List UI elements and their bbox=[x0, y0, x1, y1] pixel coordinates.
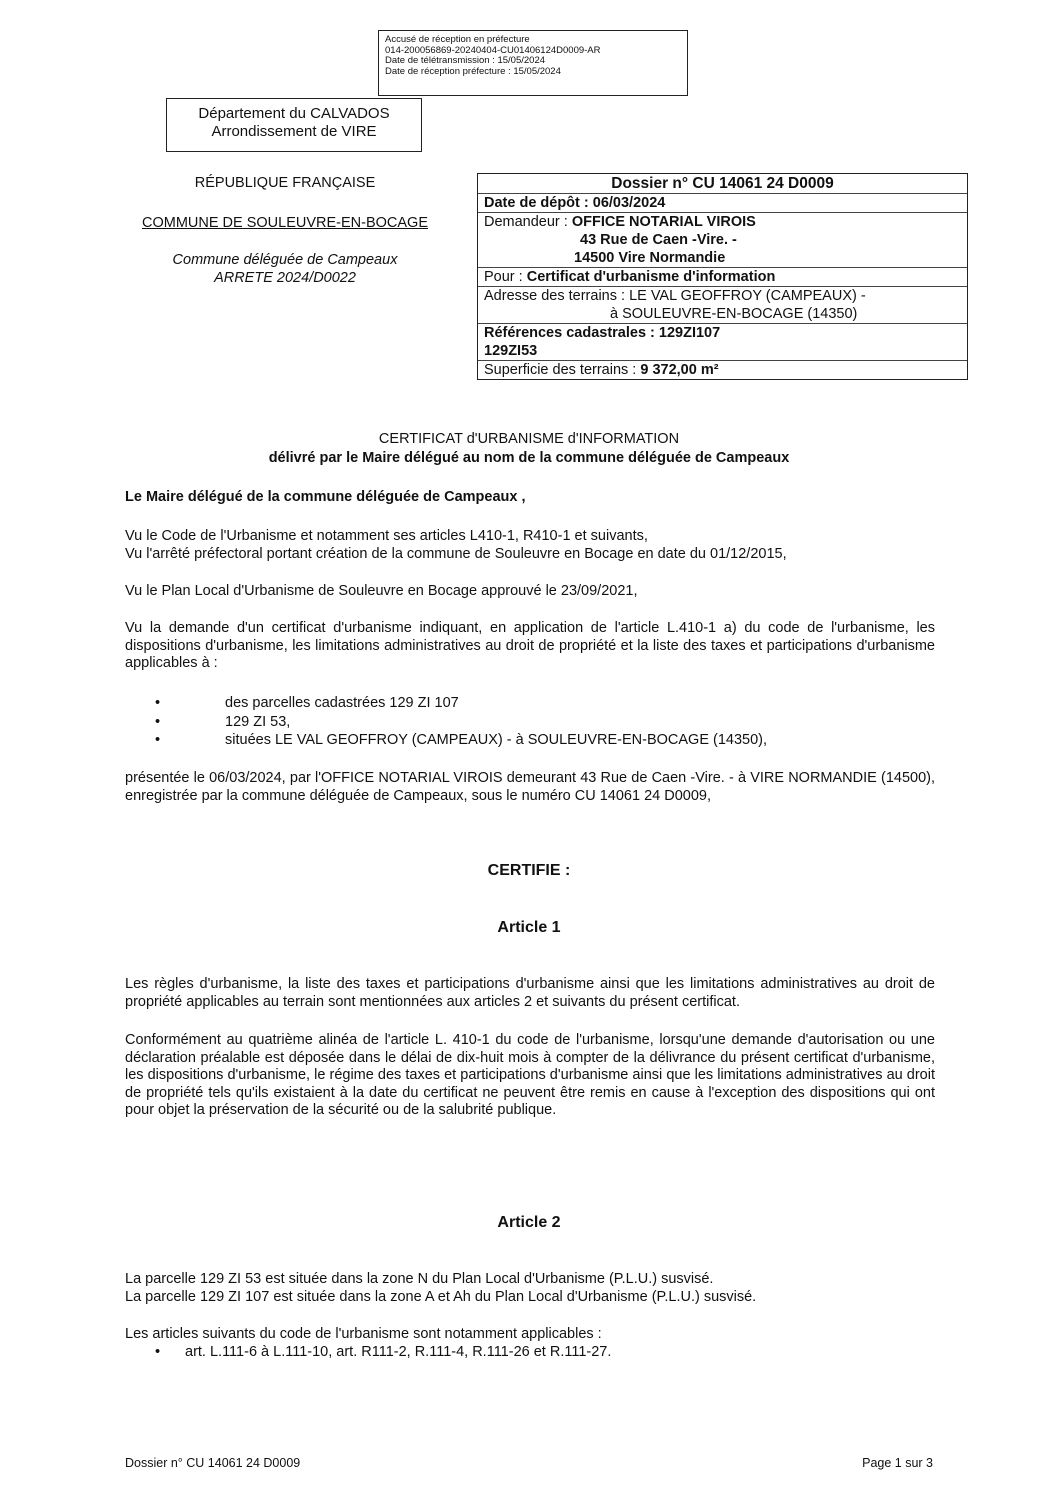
vu-paragraph: Vu le Code de l'Urbanisme et notamment ses articles L410-1, R410-1 et suivants, bbox=[125, 528, 648, 544]
article-1-heading: Article 1 bbox=[497, 919, 561, 936]
cadastral-line: 129ZI53 bbox=[484, 343, 538, 359]
certificate-title: CERTIFICAT d'URBANISME d'INFORMATION bbox=[378, 431, 680, 447]
applicable-articles-list bbox=[155, 1343, 855, 1362]
area-value: 9 372,00 m² bbox=[640, 362, 719, 378]
dossier-number: Dossier n° CU 14061 24 D0009 bbox=[478, 174, 967, 194]
certifie-heading: CERTIFIE : bbox=[487, 862, 571, 879]
certificate-subtitle: délivré par le Maire délégué au nom de la commune déléguée de Campeaux bbox=[268, 450, 790, 466]
area-label: Superficie des terrains : bbox=[484, 362, 641, 378]
bullet-icon: • bbox=[155, 713, 161, 730]
deposit-date bbox=[478, 194, 967, 213]
receipt-line: 014-200056869-20240404-CU01406124D0009-AR bbox=[385, 44, 601, 56]
dossier-info-box bbox=[477, 173, 968, 380]
mayor-line: Le Maire délégué de la commune déléguée de Campeaux , bbox=[125, 489, 526, 505]
vu-paragraph: Vu la demande d'un certificat d'urbanisme indiquant, en application de l'article L.410-1 a) du code de l'urbanisme, les dispositions d'urbanisme, les limitations administratives au droit de propriété et la liste des taxes et participations d'urbanisme applicables à : bbox=[125, 620, 935, 671]
delegated-commune: Commune déléguée de Campeaux bbox=[172, 252, 398, 268]
address-block bbox=[478, 287, 967, 324]
applicant-label: Demandeur : bbox=[484, 214, 572, 230]
republic-heading: RÉPUBLIQUE FRANÇAISE bbox=[194, 175, 376, 191]
list-item bbox=[155, 731, 855, 750]
zone-line: La parcelle 129 ZI 53 est située dans la zone N du Plan Local d'Urbanisme (P.L.U.) susvisé. bbox=[125, 1271, 714, 1287]
article-1-paragraph: Conformément au quatrième alinéa de l'article L. 410-1 du code de l'urbanisme, lorsqu'une demande d'autorisation ou une déclaration préalable est déposée dans le délai de dix-huit mois à compter de la délivrance du présent certificat d'urbanisme, les dispositions d'urbanisme, le régime des taxes et participations d'urbanisme ainsi que les limitations administratives au droit de propriété tels qu'ils existaient à la date du certificat ne peuvent être remis en cause à l'exception des dispositions qui ont pour objet la préservation de la sécurité ou de la salubrité publique. bbox=[125, 1032, 935, 1118]
zone-line: La parcelle 129 ZI 107 est située dans la zone A et Ah du Plan Local d'Urbanisme (P.L.U.) susvisé. bbox=[125, 1289, 757, 1305]
department-name: Département du CALVADOS bbox=[198, 105, 390, 122]
footer-dossier-number: Dossier n° CU 14061 24 D0009 bbox=[125, 1456, 301, 1470]
address-line: à SOULEUVRE-EN-BOCAGE (14350) bbox=[610, 306, 858, 322]
applicant-city: 14500 Vire Normandie bbox=[574, 250, 726, 266]
cadastral-line: Références cadastrales : 129ZI107 bbox=[484, 325, 721, 341]
purpose-row bbox=[478, 268, 967, 287]
purpose-label: Pour : bbox=[484, 269, 527, 285]
article-2-heading: Article 2 bbox=[497, 1214, 561, 1231]
arrondissement-name: Arrondissement de VIRE bbox=[211, 123, 377, 140]
applicable-articles-intro: Les articles suivants du code de l'urbanisme sont notamment applicables : bbox=[125, 1326, 602, 1342]
bullet-icon: • bbox=[155, 1344, 161, 1360]
deposit-date-text: Date de dépôt : 06/03/2024 bbox=[484, 195, 666, 211]
cadastral-block bbox=[478, 324, 967, 361]
arrete-number: ARRETE 2024/D0022 bbox=[214, 270, 356, 286]
bullet-icon: • bbox=[155, 732, 161, 748]
presentation-paragraph: présentée le 06/03/2024, par l'OFFICE NOTARIAL VIROIS demeurant 43 Rue de Caen -Vire. - à VIRE NORMANDIE (14500), enregistrée par la commune déléguée de Campeaux, sous le numéro CU 14061 24 D0009, bbox=[125, 770, 935, 804]
purpose-value: Certificat d'urbanisme d'information bbox=[526, 269, 776, 285]
applicant-name: OFFICE NOTARIAL VIROIS bbox=[571, 214, 756, 230]
commune-heading: COMMUNE DE SOULEUVRE-EN-BOCAGE bbox=[141, 215, 428, 231]
receipt-line: Date de réception préfecture : 15/05/2024 bbox=[385, 65, 561, 77]
list-item bbox=[155, 1343, 855, 1362]
receipt-line: Date de télétransmission : 15/05/2024 bbox=[385, 55, 546, 66]
list-item-text: des parcelles cadastrées 129 ZI 107 bbox=[225, 695, 459, 711]
list-item bbox=[155, 713, 855, 732]
prefecture-receipt-box bbox=[378, 30, 688, 96]
department-box bbox=[166, 98, 422, 152]
bullet-icon: • bbox=[155, 695, 161, 711]
list-item-text: 129 ZI 53, bbox=[225, 713, 291, 730]
footer-page-number: Page 1 sur 3 bbox=[862, 1456, 933, 1470]
address-line: Adresse des terrains : LE VAL GEOFFROY (CAMPEAUX) - bbox=[484, 288, 866, 304]
list-item-text: art. L.111-6 à L.111-10, art. R111-2, R.111-4, R.111-26 et R.111-27. bbox=[185, 1344, 612, 1360]
area-row bbox=[478, 361, 967, 379]
list-item-text: situées LE VAL GEOFFROY (CAMPEAUX) - à SOULEUVRE-EN-BOCAGE (14350), bbox=[225, 732, 768, 748]
vu-paragraph: Vu l'arrêté préfectoral portant création de la commune de Souleuvre en Bocage en date du 01/12/2015, bbox=[125, 546, 787, 562]
vu-paragraph: Vu le Plan Local d'Urbanisme de Souleuvre en Bocage approuvé le 23/09/2021, bbox=[125, 583, 638, 599]
applicant-street: 43 Rue de Caen -Vire. - bbox=[580, 232, 737, 248]
article-1-paragraph: Les règles d'urbanisme, la liste des taxes et participations d'urbanisme ainsi que les limitations administratives au droit de propriété applicables au terrain sont mentionnées aux articles 2 et suivants du présent certificat. bbox=[125, 976, 935, 1010]
receipt-line: Accusé de réception en préfecture bbox=[385, 34, 530, 45]
applicant-block bbox=[478, 213, 967, 268]
list-item bbox=[155, 694, 855, 713]
parcel-list bbox=[155, 694, 855, 750]
